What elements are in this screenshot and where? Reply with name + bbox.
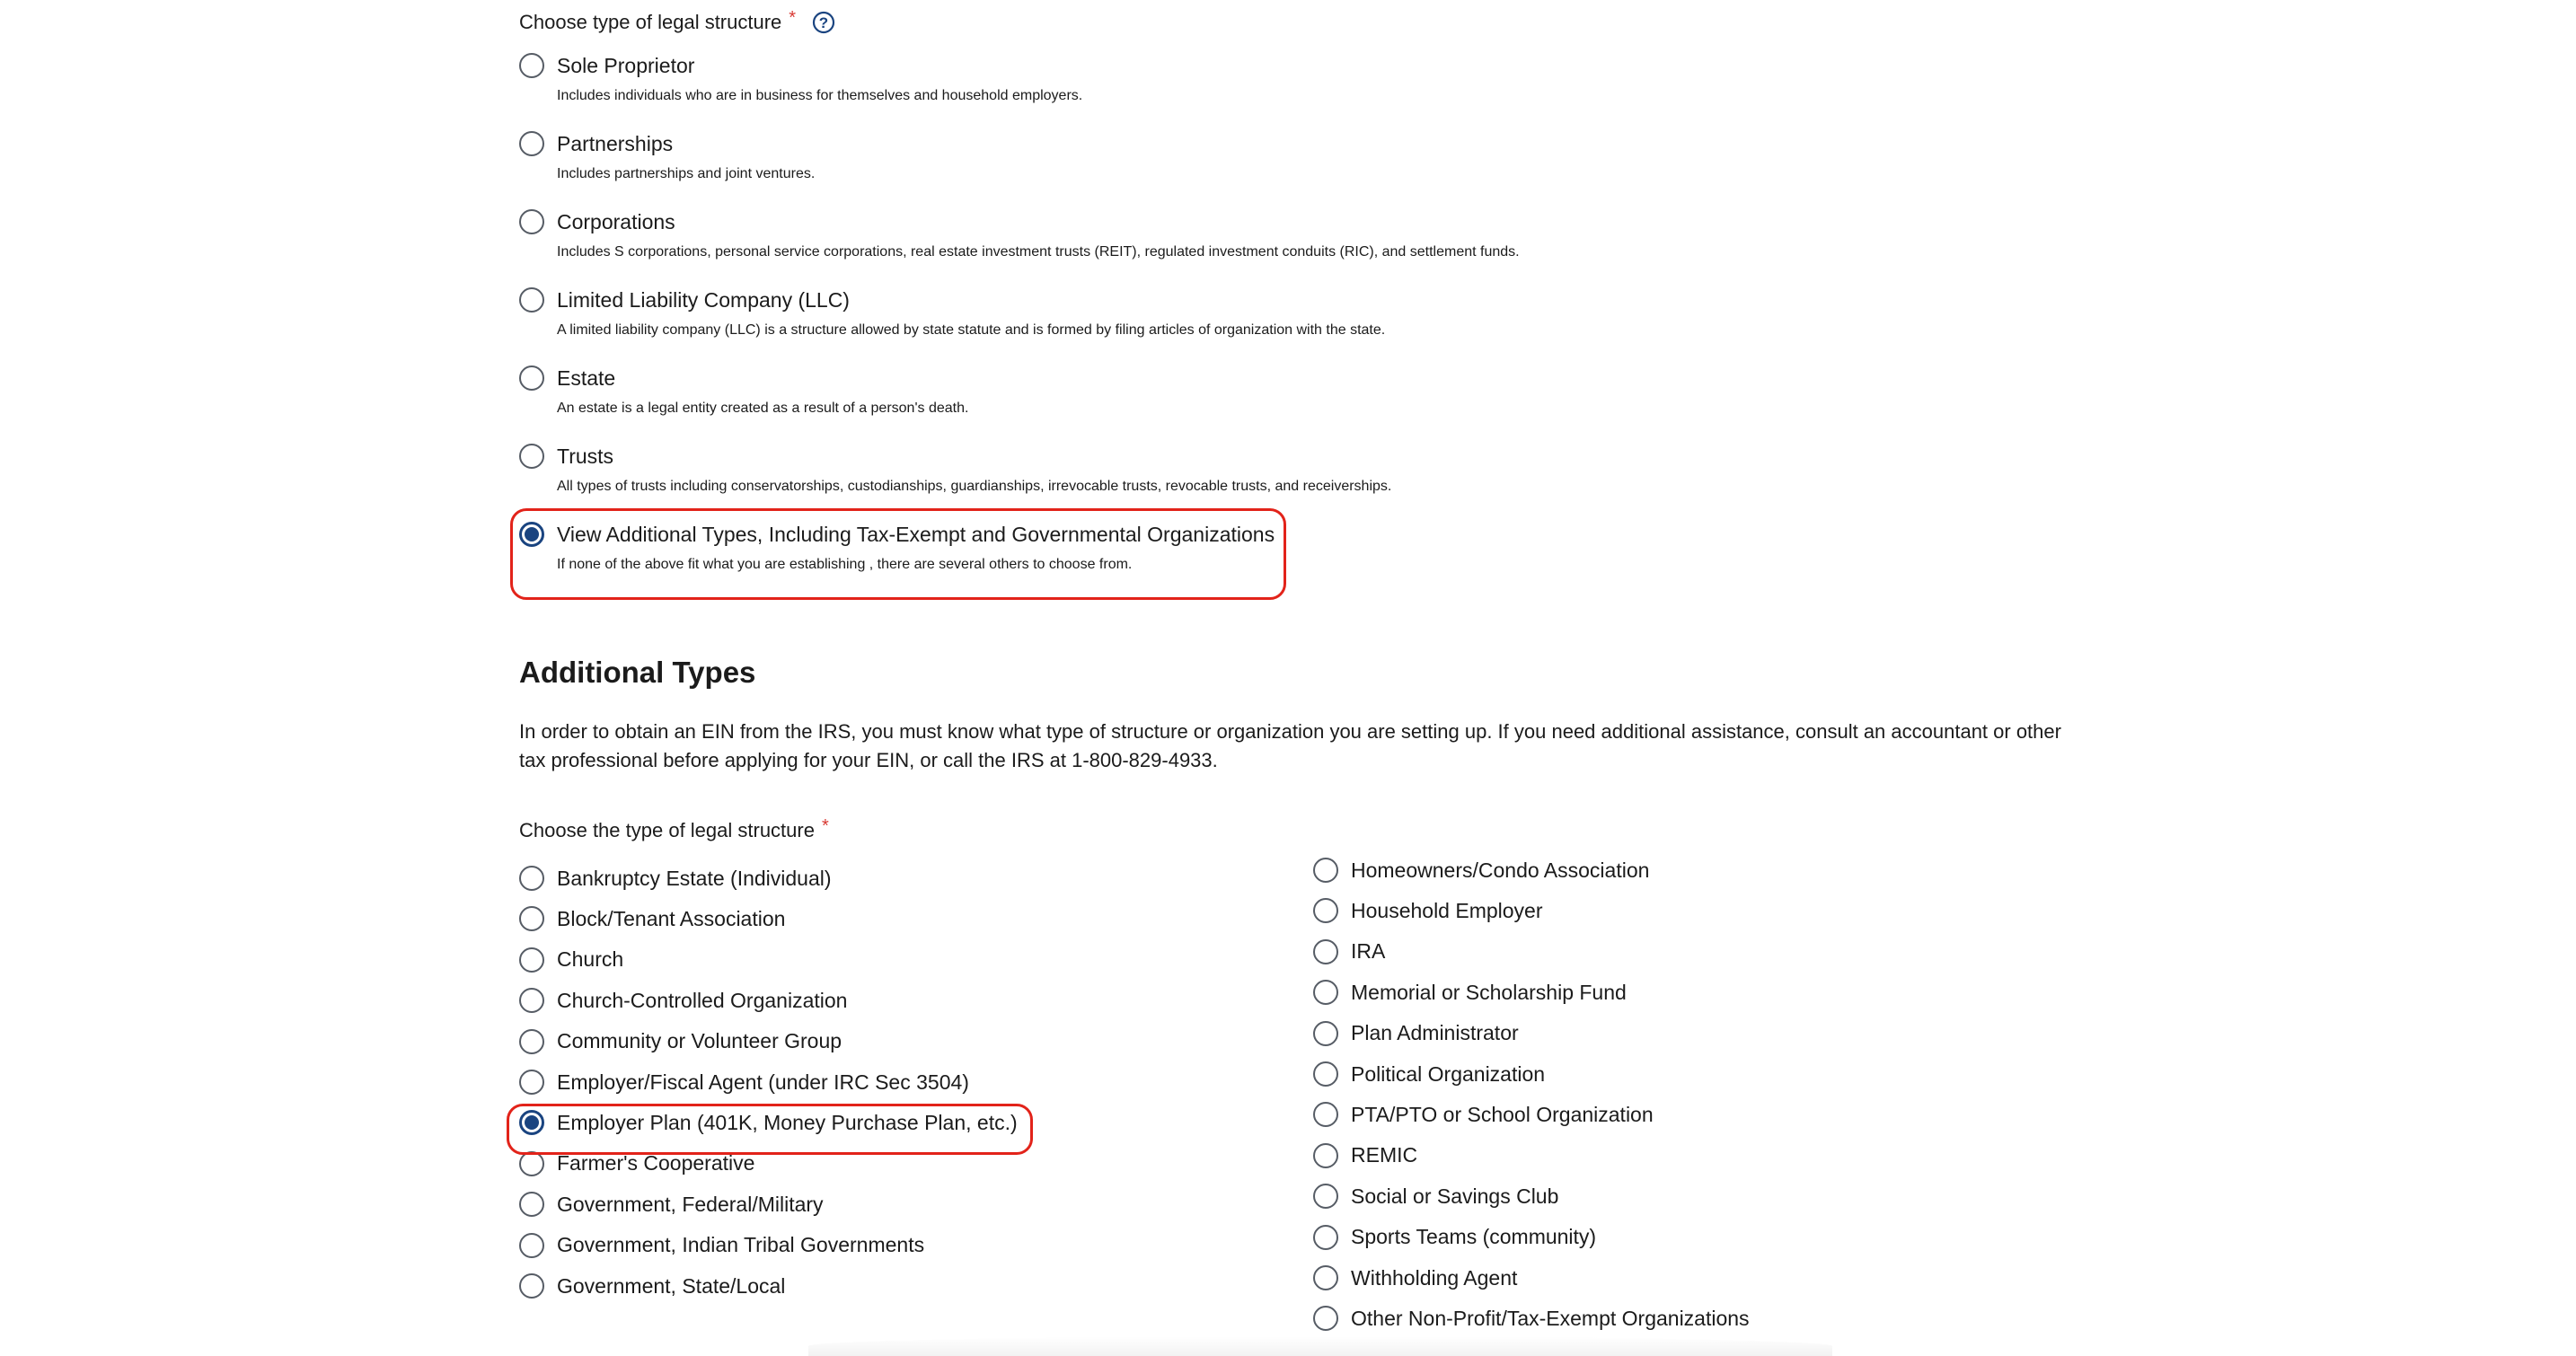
option-label[interactable]: View Additional Types, Including Tax-Exempt and Governmental Organizations xyxy=(557,522,1275,546)
radio-button[interactable] xyxy=(519,1151,544,1176)
option-label[interactable]: Sole Proprietor xyxy=(557,53,695,77)
option-label[interactable]: Memorial or Scholarship Fund xyxy=(1351,980,1627,1004)
radio-button[interactable] xyxy=(1313,1225,1338,1250)
section-heading: Additional Types xyxy=(519,656,756,689)
additional-type-option[interactable] xyxy=(1313,854,1649,886)
additional-type-option[interactable] xyxy=(519,862,832,894)
additional-type-option[interactable] xyxy=(1313,1017,1519,1050)
additional-type-option[interactable] xyxy=(519,1188,824,1220)
radio-button-selected[interactable] xyxy=(519,1110,544,1135)
option-label[interactable]: Church xyxy=(557,947,624,972)
additional-type-option[interactable] xyxy=(519,1066,969,1098)
option-llc[interactable] xyxy=(519,284,1385,339)
option-description: An estate is a legal entity created as a result of a person's death. xyxy=(557,401,969,416)
option-estate[interactable] xyxy=(519,362,968,417)
option-view-additional-types[interactable] xyxy=(519,518,1275,573)
additional-type-option[interactable] xyxy=(519,1270,785,1302)
additional-type-option[interactable] xyxy=(1313,936,1385,968)
option-label[interactable]: Government, State/Local xyxy=(557,1273,786,1298)
radio-button[interactable] xyxy=(1313,1184,1338,1209)
additional-type-option[interactable] xyxy=(1313,1058,1545,1090)
additional-type-option[interactable] xyxy=(1313,1098,1654,1131)
option-sole-proprietor[interactable] xyxy=(519,49,1082,104)
option-label[interactable]: Block/Tenant Association xyxy=(557,906,786,930)
radio-button[interactable] xyxy=(1313,1143,1338,1168)
option-label[interactable]: IRA xyxy=(1351,939,1386,964)
question-circle-icon[interactable] xyxy=(812,11,835,34)
radio-button[interactable] xyxy=(1313,858,1338,883)
additional-type-option[interactable] xyxy=(1313,1262,1517,1294)
radio-button[interactable] xyxy=(519,287,544,313)
radio-button[interactable] xyxy=(519,209,544,234)
option-label[interactable]: PTA/PTO or School Organization xyxy=(1351,1102,1654,1126)
option-description: Includes partnerships and joint ventures. xyxy=(557,166,816,181)
option-description: All types of trusts including conservatorships, custodianships, guardianships, irrevocable trusts, revocable trusts, and receiverships. xyxy=(557,479,1392,494)
additional-type-option[interactable] xyxy=(519,1106,1018,1139)
option-label[interactable]: Employer Plan (401K, Money Purchase Plan, etc.) xyxy=(557,1110,1018,1134)
option-label[interactable]: Social or Savings Club xyxy=(1351,1184,1559,1208)
radio-button[interactable] xyxy=(1313,1021,1338,1046)
radio-button[interactable] xyxy=(1313,898,1338,923)
radio-button[interactable] xyxy=(1313,1306,1338,1331)
option-label[interactable]: Limited Liability Company (LLC) xyxy=(557,287,850,312)
option-label[interactable]: Estate xyxy=(557,365,616,390)
option-description: If none of the above fit what you are establishing , there are several others to choose from. xyxy=(557,557,1133,572)
option-trusts[interactable] xyxy=(519,440,1391,495)
option-label[interactable]: Farmer's Cooperative xyxy=(557,1151,755,1175)
option-label[interactable]: Homeowners/Condo Association xyxy=(1351,858,1650,882)
additional-type-option[interactable] xyxy=(1313,1302,1750,1334)
radio-button[interactable] xyxy=(519,906,544,931)
bottom-shadow xyxy=(808,1336,1832,1356)
option-corporations[interactable] xyxy=(519,206,1520,260)
radio-button[interactable] xyxy=(519,131,544,156)
radio-button[interactable] xyxy=(1313,1102,1338,1127)
option-label[interactable]: Church-Controlled Organization xyxy=(557,988,848,1012)
radio-button[interactable] xyxy=(519,365,544,391)
option-description: Includes individuals who are in business for themselves and household employers. xyxy=(557,88,1083,103)
option-label[interactable]: Government, Federal/Military xyxy=(557,1192,824,1216)
radio-button[interactable] xyxy=(519,1233,544,1258)
radio-button[interactable] xyxy=(519,1070,544,1095)
additional-type-option[interactable] xyxy=(1313,1180,1558,1212)
additional-type-option[interactable] xyxy=(519,984,847,1017)
option-description: Includes S corporations, personal service corporations, real estate investment trusts (REIT), regulated investment conduits (RIC), and settlement funds. xyxy=(557,244,1520,260)
radio-button[interactable] xyxy=(519,866,544,891)
option-label[interactable]: Bankruptcy Estate (Individual) xyxy=(557,866,832,890)
option-label[interactable]: REMIC xyxy=(1351,1143,1418,1167)
required-mark: * xyxy=(789,7,797,28)
option-label[interactable]: Employer/Fiscal Agent (under IRC Sec 3504) xyxy=(557,1070,969,1094)
radio-button[interactable] xyxy=(519,988,544,1013)
option-label[interactable]: Partnerships xyxy=(557,131,674,155)
additional-type-option[interactable] xyxy=(519,1148,754,1180)
option-label[interactable]: Corporations xyxy=(557,209,675,233)
option-label[interactable]: Sports Teams (community) xyxy=(1351,1225,1597,1249)
additional-type-option[interactable] xyxy=(519,944,623,976)
radio-button[interactable] xyxy=(1313,980,1338,1005)
additional-type-option[interactable] xyxy=(519,1229,924,1262)
svg-text:?: ? xyxy=(818,14,829,31)
additional-type-option[interactable] xyxy=(1313,894,1543,927)
option-label[interactable]: Household Employer xyxy=(1351,898,1543,922)
required-mark: * xyxy=(821,815,829,836)
legal-structure-question-text: Choose type of legal structure xyxy=(519,11,782,33)
radio-button[interactable] xyxy=(519,1273,544,1299)
radio-button[interactable] xyxy=(519,444,544,469)
option-label[interactable]: Withholding Agent xyxy=(1351,1265,1518,1290)
option-label[interactable]: Plan Administrator xyxy=(1351,1021,1519,1045)
additional-type-option[interactable] xyxy=(1313,976,1627,1008)
additional-type-option[interactable] xyxy=(1313,1140,1417,1172)
radio-button[interactable] xyxy=(519,53,544,78)
option-label[interactable]: Trusts xyxy=(557,444,614,468)
legal-structure-question xyxy=(519,7,835,34)
option-label[interactable]: Political Organization xyxy=(1351,1061,1546,1086)
additional-types-question xyxy=(519,815,829,842)
option-label[interactable]: Government, Indian Tribal Governments xyxy=(557,1233,925,1257)
option-partnerships[interactable] xyxy=(519,128,815,182)
radio-button[interactable] xyxy=(519,1192,544,1217)
additional-type-option[interactable] xyxy=(519,1026,842,1058)
section-intro: In order to obtain an EIN from the IRS, you must know what type of structure or organization you are setting up. If you need additional assistance, consult an accountant or other tax professional before applying for your EIN, or call the IRS at 1-800-829-4933. xyxy=(519,720,2061,771)
option-label[interactable]: Community or Volunteer Group xyxy=(557,1029,842,1053)
additional-types-question-text: Choose the type of legal structure xyxy=(519,819,815,841)
radio-button[interactable] xyxy=(1313,1265,1338,1290)
radio-button[interactable] xyxy=(519,1029,544,1054)
option-description: A limited liability company (LLC) is a structure allowed by state statute and is formed by filing articles of organization with the state. xyxy=(557,322,1386,338)
option-label[interactable]: Other Non-Profit/Tax-Exempt Organizations xyxy=(1351,1306,1750,1330)
additional-type-option[interactable] xyxy=(519,903,785,935)
radio-button[interactable] xyxy=(1313,1061,1338,1087)
radio-button-selected[interactable] xyxy=(519,522,544,547)
radio-button[interactable] xyxy=(1313,939,1338,964)
additional-type-option[interactable] xyxy=(1313,1221,1596,1254)
radio-button[interactable] xyxy=(519,947,544,973)
